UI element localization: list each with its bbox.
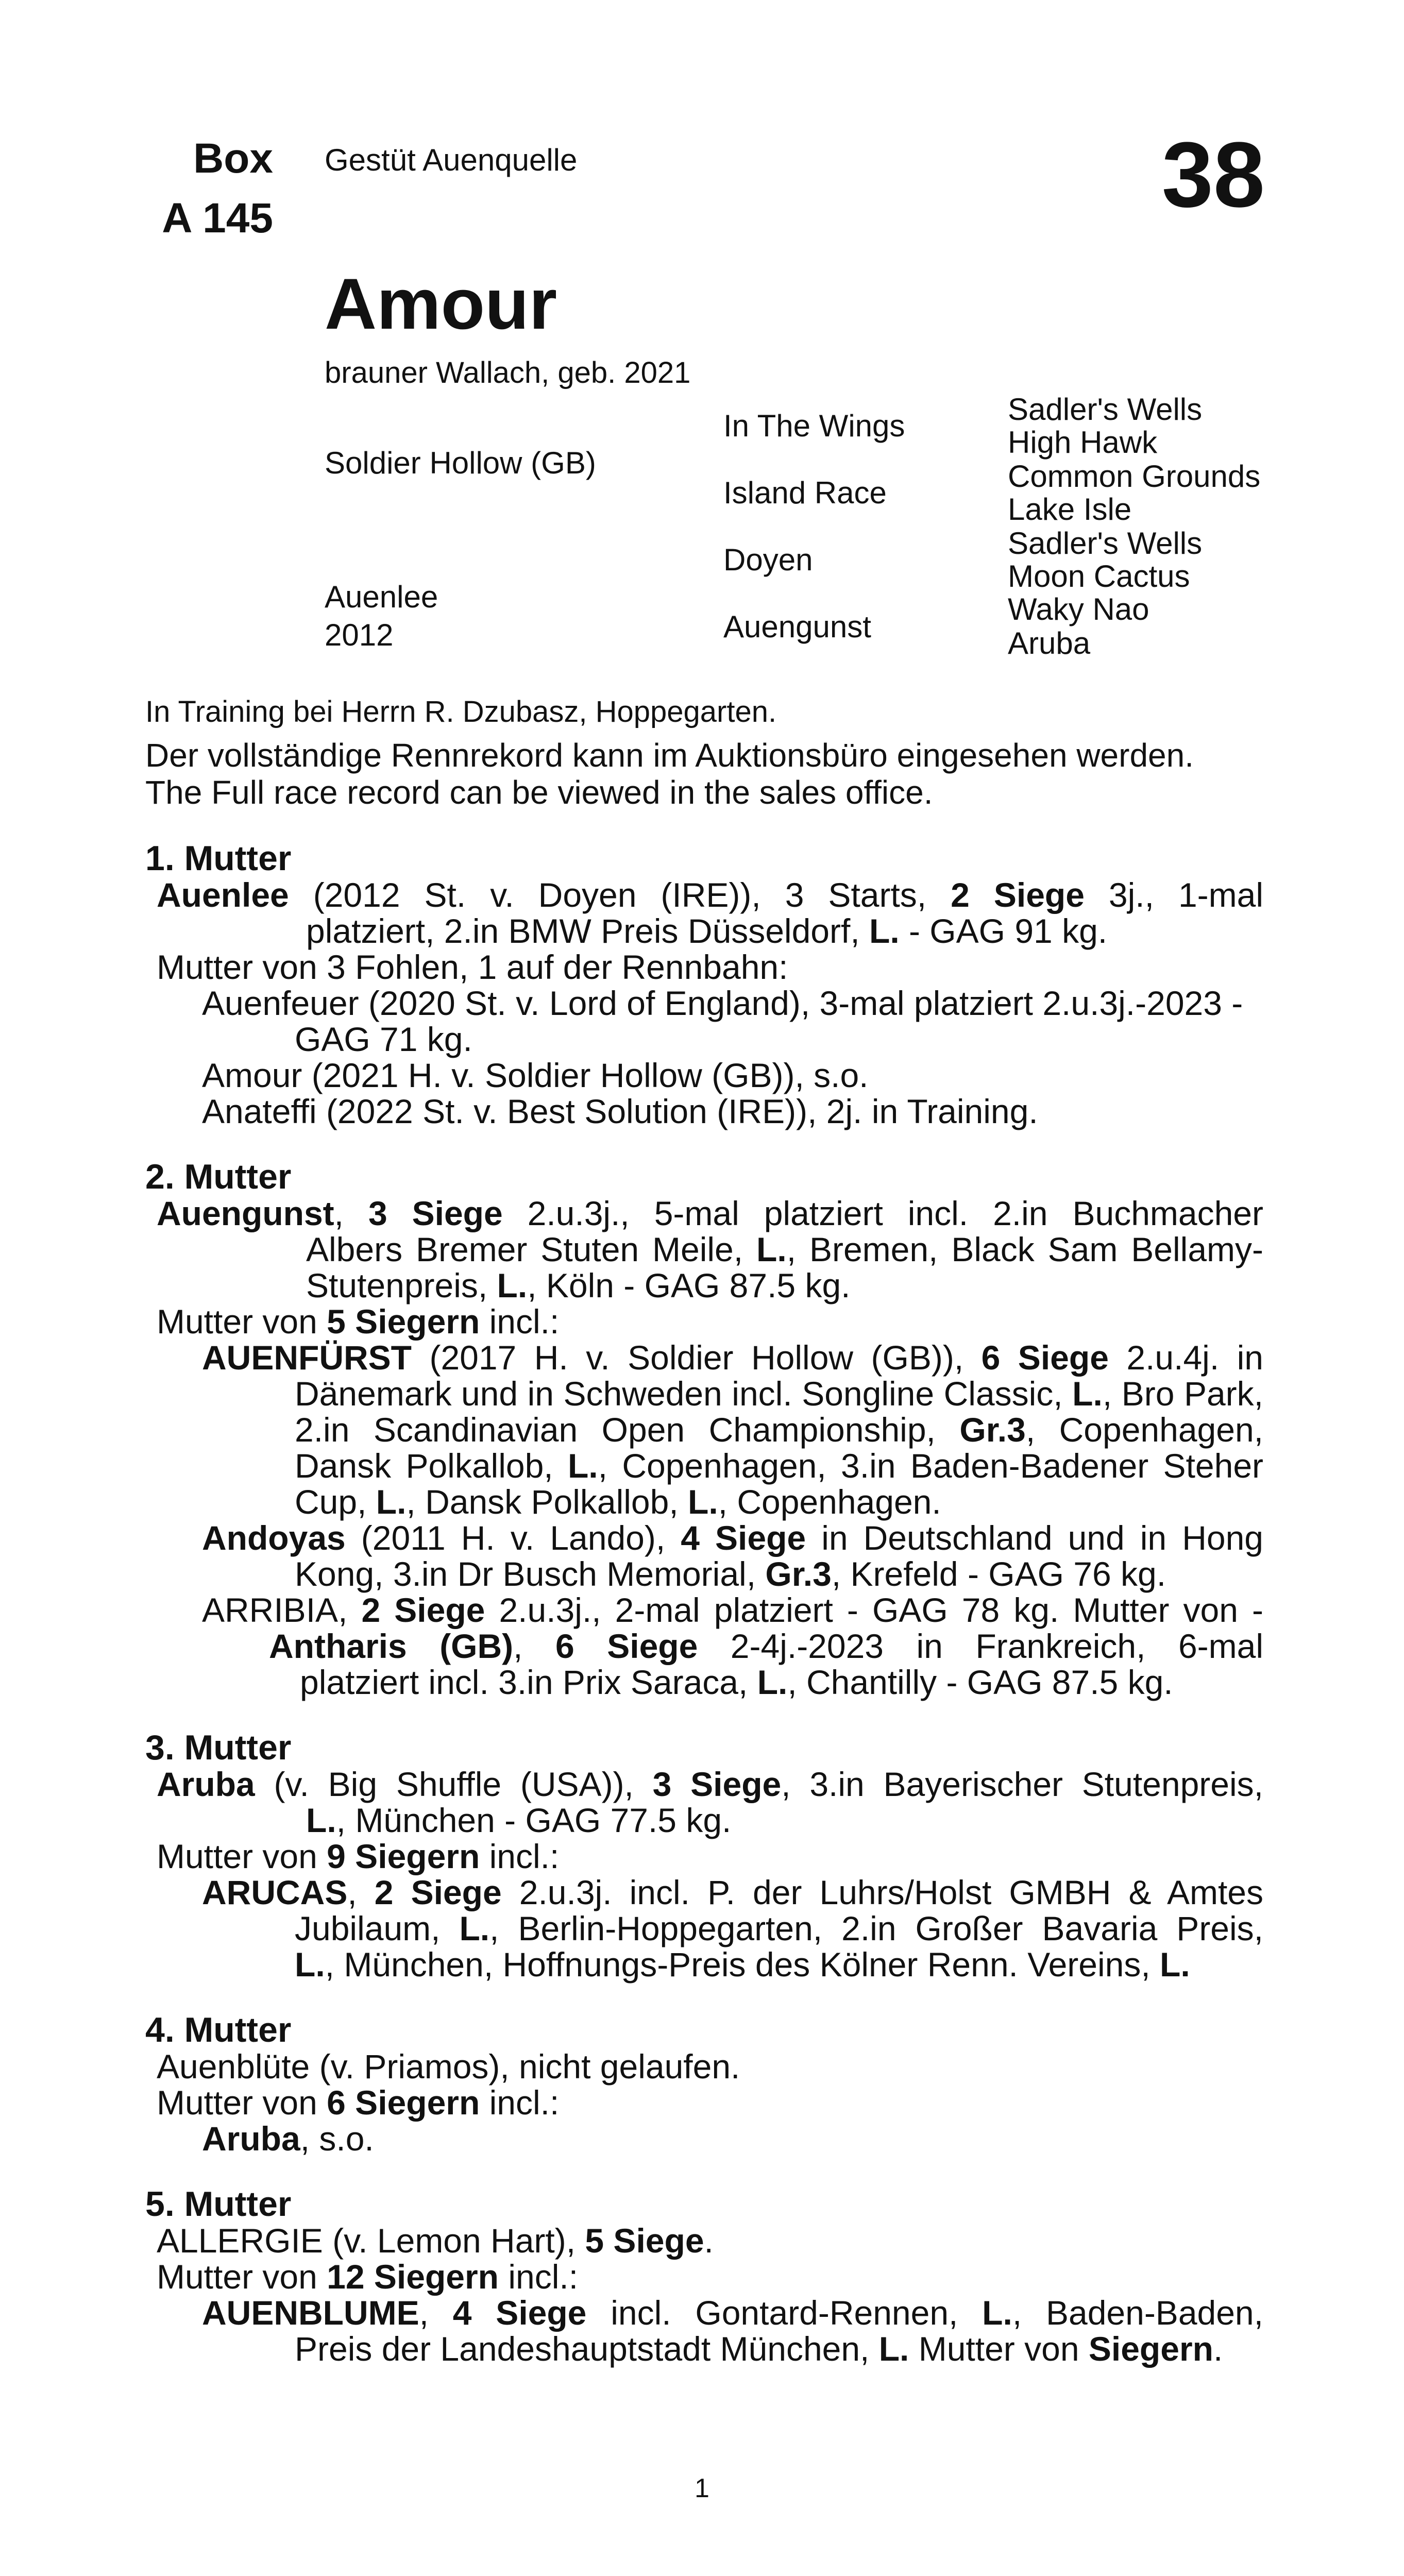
- dam-name: Auenlee: [157, 876, 289, 914]
- listed: L.: [869, 912, 900, 950]
- text: 2.u.4j. in: [1108, 1338, 1263, 1377]
- pedigree-great-grandparent: Aruba: [1008, 626, 1091, 660]
- wins: 4 Siege: [681, 1519, 806, 1557]
- section-title: 1. Mutter: [145, 839, 292, 878]
- text: 2.u.3j., 5-mal platziert incl. 2.in Buchmacher: [502, 1194, 1263, 1232]
- listed: L.: [306, 1801, 336, 1839]
- text: 2.in Scandinavian Open Championship,: [295, 1411, 960, 1449]
- dam-line: [145, 840, 1263, 2396]
- box-label: Box: [193, 135, 273, 182]
- horse-name: Amour: [325, 263, 557, 344]
- section-5-mutter: [145, 2185, 1263, 2367]
- pedigree-dam: Auenlee: [325, 580, 438, 614]
- offspring-item: [145, 2295, 1263, 2367]
- text: incl. Gontard-Rennen,: [586, 2294, 983, 2332]
- offspring-name: Antharis (GB): [269, 1627, 514, 1665]
- text: ,: [347, 1873, 375, 1911]
- pedigree-great-grandparent: Sadler's Wells: [1008, 392, 1203, 427]
- text: Auenfeuer (2020 St. v. Lord of England), 3-mal platziert 2.u.3j.-2023 -: [202, 984, 1243, 1022]
- wins: 2 Siege: [361, 1591, 485, 1629]
- text: , Copenhagen, 3.in Baden-Badener Steher: [598, 1447, 1264, 1485]
- text: (2017 H. v. Soldier Hollow (GB)),: [412, 1338, 982, 1377]
- text: 2.u.3j. incl. P. der Luhrs/Holst GMBH & Amtes: [501, 1873, 1263, 1911]
- text: (v. Big Shuffle (USA)),: [255, 1765, 653, 1803]
- text: incl.:: [480, 1302, 560, 1341]
- text: , München - GAG 77.5 kg.: [336, 1801, 732, 1839]
- text: Mutter von: [157, 1302, 327, 1341]
- wins: 4 Siege: [452, 2294, 587, 2332]
- offspring-summary: [145, 2084, 1263, 2121]
- winners-count: 5 Siegern: [327, 1302, 480, 1341]
- dam-entry: [145, 1766, 1263, 1838]
- text: platziert incl. 3.in Prix Saraca,: [300, 1663, 757, 1701]
- text: , Berlin-Hoppegarten, 2.in Großer Bavaria Preis,: [489, 1909, 1264, 1947]
- offspring-item: [145, 2121, 1263, 2157]
- offspring-name: AUENBLUME: [202, 2294, 419, 2332]
- section-title: 3. Mutter: [145, 1728, 292, 1767]
- text: .: [1213, 2330, 1223, 2368]
- training-note: In Training bei Herrn R. Dzubasz, Hoppegarten.: [145, 695, 777, 728]
- text: , Copenhagen.: [718, 1483, 941, 1521]
- pedigree-grandparent: Auengunst: [723, 609, 871, 644]
- offspring-item: Amour (2021 H. v. Soldier Hollow (GB)), s.o.: [202, 1056, 869, 1094]
- text: 3j., 1-mal: [1084, 876, 1263, 914]
- section-title: 5. Mutter: [145, 2184, 292, 2224]
- horse-description: brauner Wallach, geb. 2021: [325, 356, 691, 389]
- pedigree-grandparent: Island Race: [723, 476, 887, 510]
- race-record-german: Der vollständige Rennrekord kann im Auktionsbüro eingesehen werden.: [145, 737, 1194, 774]
- text: , s.o.: [300, 2120, 374, 2158]
- text: , Krefeld - GAG 76 kg.: [831, 1555, 1166, 1593]
- dam-name: Auengunst: [157, 1194, 334, 1232]
- text: Jubilaum,: [295, 1909, 460, 1947]
- offspring-item: [145, 1520, 1263, 1592]
- dam-entry: Auenblüte (v. Priamos), nicht gelaufen.: [157, 2047, 740, 2086]
- pedigree-great-grandparent: Common Grounds: [1008, 459, 1261, 494]
- text: Dansk Polkallob,: [295, 1447, 568, 1485]
- pedigree-great-grandparent: High Hawk: [1008, 425, 1158, 460]
- listed: L.: [982, 2294, 1012, 2332]
- section-3-mutter: [145, 1729, 1263, 1982]
- text: 2.u.3j., 2-mal platziert - GAG 78 kg. Mutter von -: [485, 1591, 1263, 1629]
- text: , Copenhagen,: [1025, 1411, 1263, 1449]
- breeder: Gestüt Auenquelle: [325, 143, 578, 177]
- winners: Siegern: [1088, 2330, 1213, 2368]
- group: Gr.3: [959, 1411, 1026, 1449]
- dam-name: Aruba: [157, 1765, 255, 1803]
- text: incl.:: [480, 1837, 560, 1875]
- text: Mutter von: [157, 1837, 327, 1875]
- winners-count: 9 Siegern: [327, 1837, 480, 1875]
- listed: L.: [376, 1483, 407, 1521]
- listed: L.: [1072, 1375, 1103, 1413]
- text: 2-4j.-2023 in Frankreich, 6-mal: [698, 1627, 1263, 1665]
- section-4-mutter: [145, 2011, 1263, 2157]
- text: incl.:: [480, 2083, 560, 2122]
- wins: 3 Siege: [652, 1765, 782, 1803]
- offspring-summary: [145, 1838, 1263, 1874]
- offspring-item: [145, 1628, 1263, 1700]
- section-title: 2. Mutter: [145, 1157, 292, 1196]
- wins: 5 Siege: [585, 2222, 704, 2260]
- text: , München, Hoffnungs-Preis des Kölner Renn. Vereins,: [325, 1945, 1160, 1984]
- race-record-english: The Full race record can be viewed in the sales office.: [145, 774, 933, 811]
- text: Preis der Landeshauptstadt München,: [295, 2330, 879, 2368]
- text: .: [704, 2222, 714, 2260]
- winners-count: 12 Siegern: [327, 2258, 499, 2296]
- text: Stutenpreis,: [306, 1266, 497, 1304]
- text: ,: [513, 1627, 556, 1665]
- group: Gr.3: [765, 1555, 832, 1593]
- text: , Dansk Polkallob,: [406, 1483, 688, 1521]
- offspring-item: [145, 1340, 1263, 1520]
- text: ALLERGIE (v. Lemon Hart),: [157, 2222, 585, 2260]
- text: platziert, 2.in BMW Preis Düsseldorf,: [306, 912, 869, 950]
- race-record-note: [145, 737, 1194, 811]
- offspring-name: Andoyas: [202, 1519, 346, 1557]
- offspring-item: Anateffi (2022 St. v. Best Solution (IRE)), 2j. in Training.: [202, 1092, 1038, 1130]
- text: , Köln - GAG 87.5 kg.: [527, 1266, 851, 1304]
- text: , Bremen, Black Sam Bellamy-: [786, 1230, 1263, 1268]
- text: Mutter von: [909, 2330, 1089, 2368]
- offspring-name: Aruba: [202, 2120, 300, 2158]
- pedigree-grandparent: In The Wings: [723, 409, 905, 443]
- page-number: 1: [695, 2473, 709, 2503]
- text: Cup,: [295, 1483, 376, 1521]
- pedigree-dam-year: 2012: [325, 618, 394, 652]
- listed: L.: [878, 2330, 909, 2368]
- pedigree-great-grandparent: Sadler's Wells: [1008, 526, 1203, 561]
- pedigree-great-grandparent: Moon Cactus: [1008, 559, 1190, 594]
- dam-entry: [145, 1195, 1263, 1303]
- listed: L.: [295, 1945, 325, 1984]
- pedigree-great-grandparent: Lake Isle: [1008, 492, 1132, 527]
- lot-number: 38: [1161, 123, 1265, 227]
- text: Mutter von: [157, 2083, 327, 2122]
- wins: 6 Siege: [981, 1338, 1109, 1377]
- text: , 3.in Bayerischer Stutenpreis,: [781, 1765, 1263, 1803]
- section-1-mutter: [145, 840, 1263, 1129]
- text: in Deutschland und in Hong: [806, 1519, 1263, 1557]
- winners-count: 6 Siegern: [327, 2083, 480, 2122]
- listed: L.: [688, 1483, 718, 1521]
- offspring-item: [145, 1592, 1263, 1628]
- listed: L.: [567, 1447, 598, 1485]
- text: GAG 71 kg.: [295, 1020, 472, 1058]
- text: ARRIBIA,: [202, 1591, 362, 1629]
- text: ,: [334, 1194, 368, 1232]
- offspring-summary: [145, 1303, 1263, 1340]
- text: , Baden-Baden,: [1012, 2294, 1263, 2332]
- listed: L.: [497, 1266, 528, 1304]
- text: (2012 St. v. Doyen (IRE)), 3 Starts,: [289, 876, 951, 914]
- listed: L.: [756, 1230, 787, 1268]
- pedigree-sire: Soldier Hollow (GB): [325, 446, 596, 480]
- listed: L.: [757, 1663, 788, 1701]
- section-2-mutter: [145, 1158, 1263, 1700]
- text: Mutter von: [157, 2258, 327, 2296]
- dam-entry: [145, 877, 1263, 949]
- text: incl.:: [498, 2258, 579, 2296]
- text: ,: [419, 2294, 453, 2332]
- pedigree-great-grandparent: Waky Nao: [1008, 592, 1149, 626]
- listed: L.: [1160, 1945, 1190, 1984]
- wins: 6 Siege: [555, 1627, 698, 1665]
- text: , Chantilly - GAG 87.5 kg.: [787, 1663, 1173, 1701]
- offspring-item: [145, 1874, 1263, 1982]
- offspring-summary: Mutter von 3 Fohlen, 1 auf der Rennbahn:: [157, 948, 788, 986]
- section-title: 4. Mutter: [145, 2010, 292, 2049]
- offspring-item: [145, 985, 1263, 1057]
- offspring-name: ARUCAS: [202, 1873, 348, 1911]
- wins: 2 Siege: [951, 876, 1085, 914]
- wins: 3 Siege: [368, 1194, 503, 1232]
- text: Kong, 3.in Dr Busch Memorial,: [295, 1555, 766, 1593]
- box-number: A 145: [162, 195, 273, 242]
- text: Albers Bremer Stuten Meile,: [306, 1230, 757, 1268]
- wins: 2 Siege: [374, 1873, 502, 1911]
- offspring-name: AUENFÜRST: [202, 1338, 412, 1377]
- text: , Bro Park,: [1102, 1375, 1263, 1413]
- text: (2011 H. v. Lando),: [345, 1519, 681, 1557]
- text: Dänemark und in Schweden incl. Songline Classic,: [295, 1375, 1073, 1413]
- listed: L.: [459, 1909, 490, 1947]
- text: - GAG 91 kg.: [899, 912, 1108, 950]
- dam-entry: [145, 2223, 1263, 2259]
- offspring-summary: [145, 2259, 1263, 2295]
- pedigree-grandparent: Doyen: [723, 543, 813, 577]
